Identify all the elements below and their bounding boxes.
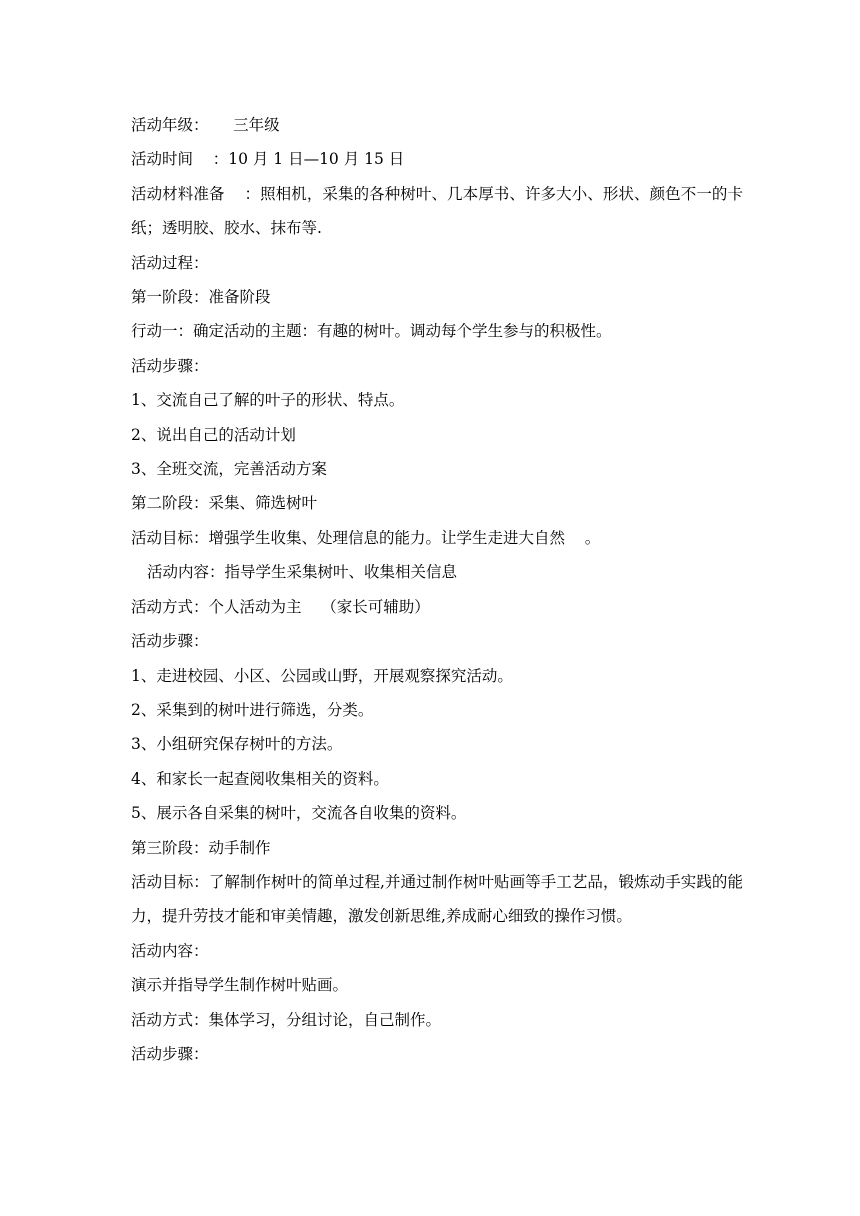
- content-line: 演示并指导学生制作树叶贴画。: [131, 976, 349, 995]
- list-item: 1、走进校园、小区、公园或山野，开展观察探究活动。: [131, 666, 513, 685]
- process-heading: 活动过程：: [131, 253, 209, 272]
- action-one-line: 行动一：确定活动的主题：有趣的树叶。调动每个学生参与的积极性。: [131, 322, 612, 341]
- grade-line: 活动年级： 三年级: [131, 116, 280, 134]
- goal-line: 活动目标：了解制作树叶的简单过程,并通过制作树叶贴画等手工艺品，锻炼动手实践的能力，提升劳技才能和审美情趣，激发创新思维,养成耐心细致的操作习惯。: [131, 872, 743, 926]
- list-item: 2、采集到的树叶进行筛选，分类。: [131, 700, 374, 719]
- stage-three-heading: 第三阶段：动手制作: [131, 838, 271, 857]
- steps-heading: 活动步骤：: [131, 356, 209, 375]
- list-item: 3、全班交流，完善活动方案: [131, 460, 327, 479]
- content-line: 活动内容：指导学生采集树叶、收集相关信息: [147, 563, 458, 582]
- list-item: 1、交流自己了解的叶子的形状、特点。: [131, 391, 405, 410]
- materials-line: 活动材料准备 ：照相机，采集的各种树叶、几本厚书、许多大小、形状、颜色不一的卡纸；透明胶、胶水、抹布等.: [131, 184, 743, 238]
- stage-one-heading: 第一阶段：准备阶段: [131, 288, 271, 307]
- time-line: 活动时间 ：10 月 1 日—10 月 15 日: [131, 150, 405, 169]
- list-item: 5、展示各自采集的树叶，交流各自收集的资料。: [131, 804, 467, 823]
- content-heading: 活动内容：: [131, 941, 209, 960]
- steps-heading: 活动步骤：: [131, 1044, 209, 1063]
- list-item: 2、说出自己的活动计划: [131, 425, 296, 444]
- steps-heading: 活动步骤：: [131, 632, 209, 651]
- stage-two-heading: 第二阶段：采集、筛选树叶: [131, 494, 318, 513]
- method-line: 活动方式：个人活动为主 （家长可辅助）: [131, 597, 430, 616]
- goal-line: 活动目标：增强学生收集、处理信息的能力。让学生走进大自然 。: [131, 528, 601, 547]
- list-item: 4、和家长一起查阅收集相关的资料。: [131, 769, 389, 788]
- method-line: 活动方式：集体学习，分组讨论，自己制作。: [131, 1010, 442, 1029]
- list-item: 3、小组研究保存树叶的方法。: [131, 735, 343, 754]
- document-body: [131, 108, 743, 1071]
